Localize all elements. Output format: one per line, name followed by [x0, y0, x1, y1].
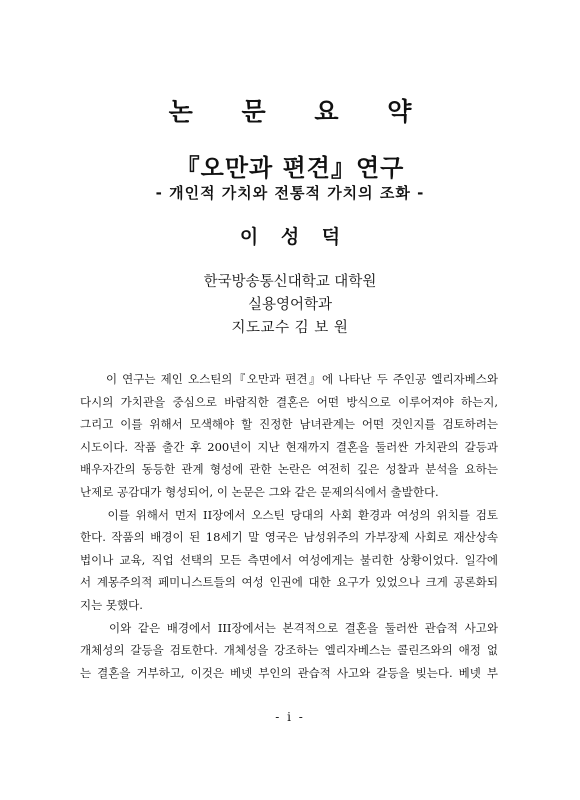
body-line: 이와 같은 배경에서 III장에서는 본격적으로 결혼을 둘러싼 관습적 사고와: [80, 620, 498, 635]
body-line: 다시의 가치관을 중심으로 바람직한 결혼은 어떤 방식으로 이루어져야 하는지,: [80, 394, 498, 409]
affiliation-advisor: 지도교수 김 보 원: [231, 320, 349, 336]
affiliation-university: 한국방송통신대학교 대학원: [203, 274, 377, 290]
body-line: 이를 위해서 먼저 II장에서 오스틴 당대의 사회 환경과 여성의 위치를 검토: [80, 507, 498, 522]
body-line: 는 결혼을 거부하고, 이것은 베넷 부인의 관습적 사고와 갈등을 빚는다. 베넷 부: [80, 665, 498, 680]
thesis-subtitle: - 개인적 가치와 전통적 가치의 조화 -: [155, 184, 425, 202]
author-name: 이 성 덕: [239, 226, 349, 248]
abstract-heading: 논 문 요 약: [168, 97, 432, 126]
body-line: 이 연구는 제인 오스틴의『오만과 편견』에 나타난 두 주인공 엘리자베스와: [80, 372, 498, 386]
body-line: 법이나 교육, 직업 선택의 모든 측면에서 여성에게는 불리한 상황이었다. 일각에: [80, 552, 498, 567]
body-line: 그리고 이를 위해서 모색해야 할 진정한 남녀관계는 어떤 것인지를 검토하려는: [80, 417, 498, 432]
body-line: 한다. 작품의 배경이 된 18세기 말 영국은 남성위주의 가부장제 사회로 재산상속: [80, 530, 498, 545]
affiliation-department: 실용영어학과: [247, 297, 333, 313]
body-line: 시도이다. 작품 출간 후 200년이 지난 현재까지 결혼을 둘러싼 가치관의 갈등과: [80, 439, 498, 454]
body-line: 개체성의 갈등을 검토한다. 개체성을 강조하는 엘리자베스는 콜린즈와의 애정 없: [80, 643, 498, 658]
body-line: 지는 못했다.: [80, 597, 143, 612]
body-line: 난제로 공감대가 형성되어, 이 논문은 그와 같은 문제의식에서 출발한다.: [80, 484, 439, 499]
abstract-body: [80, 368, 498, 684]
body-line: 서 계몽주의적 페미니스트들의 여성 인권에 대한 요구가 있었으나 크게 공론화되: [80, 575, 498, 590]
body-line: 배우자간의 동등한 관계 형성에 관한 논란은 여전히 깊은 성찰과 분석을 요하는: [80, 462, 498, 477]
thesis-title: 『오만과 편견』연구: [175, 153, 405, 182]
page-number: - i -: [275, 710, 305, 724]
